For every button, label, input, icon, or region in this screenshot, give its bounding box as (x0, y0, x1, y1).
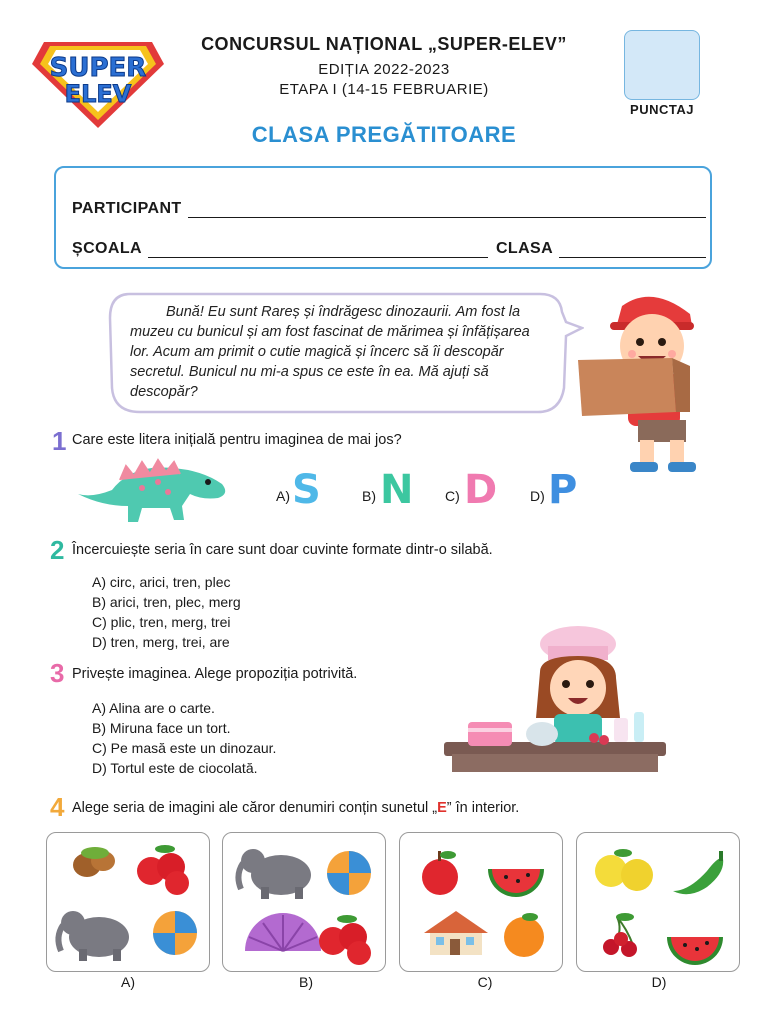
q4-card-c[interactable] (399, 832, 563, 972)
contest-title: CONCURSUL NAȚIONAL „SUPER-ELEV” (201, 34, 567, 54)
q1-option-d-letter[interactable]: P (548, 467, 578, 513)
edition-label: EDIȚIA 2022-2023 (318, 61, 450, 78)
q1-option-d-label: D) (530, 488, 545, 504)
q4-card-c-label: C) (477, 974, 493, 990)
school-label: ȘCOALA (72, 240, 142, 257)
q4-card-a-label: A) (121, 974, 135, 990)
girl-baking-cake-illustration (444, 622, 666, 776)
watermelon-icon (488, 869, 544, 897)
question-4-number: 4 (50, 792, 65, 822)
intro-text: Bună! Eu sunt Rareș și îndrăgesc dinozaurii. Am fost la muzeu cu bunicul și am fost fascinat de mărimea și înfățișarea lor. Acum am primit o cutie magică și încerc să îi descopăr secretul. Bunicul nu mi-a spus ce este în ea. Mă ajuți să descopăr? (130, 304, 530, 400)
q3-option-d[interactable]: D) Tortul este de ciocolată. (92, 760, 258, 776)
beach-ball-icon (153, 911, 197, 955)
question-1-text: Care este litera inițială pentru imaginea de mai jos? (72, 432, 402, 448)
apples-icon (319, 915, 371, 965)
card-b-images (223, 833, 384, 970)
question-3-number: 3 (50, 658, 65, 688)
watermelon-icon (667, 937, 723, 965)
q4-card-b[interactable] (222, 832, 386, 972)
q2-option-c[interactable]: C) plic, tren, merg, trei (92, 614, 231, 630)
q2-option-b[interactable]: B) arici, tren, plec, merg (92, 594, 241, 610)
cherries-icon (603, 913, 637, 957)
score-label: PUNCTAJ (630, 102, 694, 117)
q1-option-a-label: A) (276, 488, 290, 504)
apples-icon (137, 845, 189, 895)
question-2-text: Încercuiește seria în care sunt doar cuvinte formate dintr-o silabă. (72, 542, 493, 558)
q3-option-c[interactable]: C) Pe masă este un dinozaur. (92, 740, 277, 756)
green-pepper-icon (673, 851, 723, 894)
q4-card-d[interactable] (576, 832, 740, 972)
card-d-images (577, 833, 738, 970)
svg-text:SUPER: SUPER (49, 53, 147, 83)
q3-option-b[interactable]: B) Miruna face un tort. (92, 720, 231, 736)
q3-option-a[interactable]: A) Alina are o carte. (92, 700, 215, 716)
q1-option-c-label: C) (445, 488, 460, 504)
class-field[interactable] (559, 243, 706, 258)
school-row (72, 240, 706, 258)
q1-option-b-letter[interactable]: N (380, 467, 414, 513)
question-3-text: Privește imaginea. Alege propoziția potrivită. (72, 666, 358, 682)
svg-text:ELEV: ELEV (64, 80, 132, 108)
q1-option-a-letter[interactable]: S (292, 467, 321, 513)
stage-label: ETAPA I (14-15 FEBRUARIE) (279, 81, 489, 98)
score-box[interactable] (624, 30, 700, 100)
q1-option-c-letter[interactable]: D (464, 467, 498, 513)
card-a-images (47, 833, 208, 970)
q2-option-a[interactable]: A) circ, arici, tren, plec (92, 574, 231, 590)
card-c-images (400, 833, 561, 970)
hazelnut-icon (73, 847, 115, 877)
q1-option-b-label: B) (362, 488, 376, 504)
orange-icon (504, 913, 544, 957)
q4-card-a[interactable] (46, 832, 210, 972)
elephant-icon (238, 849, 311, 899)
q4-card-b-label: B) (299, 974, 313, 990)
dinosaur-illustration (72, 454, 232, 528)
question-2-number: 2 (50, 535, 65, 565)
question-4-text: Alege seria de imagini ale căror denumiri conțin sunetul „E” în interior. (72, 800, 520, 816)
hand-fan-icon (245, 913, 321, 951)
boy-with-box-illustration (572, 288, 712, 480)
school-field[interactable] (148, 243, 488, 258)
participant-field[interactable] (188, 203, 706, 218)
class-title: CLASA PREGĂTITOARE (251, 122, 517, 147)
participant-row (72, 200, 706, 218)
elephant-icon (58, 911, 129, 961)
q2-option-d[interactable]: D) tren, merg, trei, are (92, 634, 230, 650)
house-icon (424, 911, 488, 955)
question-1-number: 1 (52, 426, 67, 456)
q4-card-d-label: D) (651, 974, 667, 990)
beach-ball-icon (327, 851, 371, 895)
class-label: CLASA (495, 240, 554, 257)
q4-highlight-letter: E (437, 800, 447, 816)
yellow-apples-icon (595, 849, 653, 891)
apple-icon (422, 851, 458, 895)
participant-label: PARTICIPANT (72, 200, 182, 217)
